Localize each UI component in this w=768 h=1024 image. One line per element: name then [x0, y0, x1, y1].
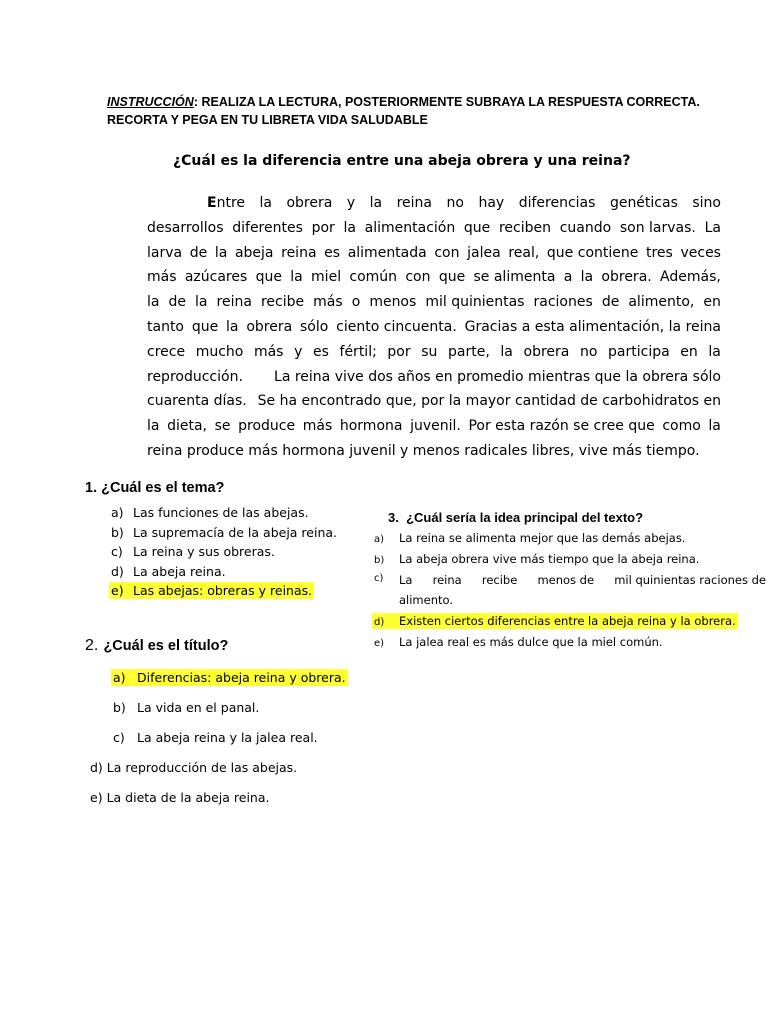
option-text: La reina se alimenta mejor que las demás abejas. [399, 531, 686, 545]
q1-option-a [111, 505, 309, 520]
paragraph-word: por [387, 343, 411, 360]
paragraph-word: como [662, 418, 701, 435]
option-label: d) [111, 564, 124, 579]
paragraph-word: son larvas. [619, 219, 696, 236]
question-2 [85, 635, 228, 655]
paragraph-word: más [313, 294, 343, 311]
q1-option-d [111, 564, 226, 579]
paragraph-word: reciben [498, 219, 551, 236]
paragraph-word: hormona [339, 418, 403, 435]
option-text: Las abejas: obreras y reinas. [133, 583, 313, 598]
question-1-text: ¿Cuál es el tema? [101, 480, 225, 496]
paragraph-first-word [207, 191, 245, 216]
paragraph-word: raciones [533, 294, 593, 311]
option-label: d) [90, 760, 103, 775]
paragraph-word: la [369, 195, 383, 211]
paragraph-word: la [214, 244, 228, 261]
paragraph-word: obrera [246, 318, 293, 335]
paragraph-word: parte, [448, 343, 490, 360]
paragraph-word: miel [311, 269, 342, 286]
paragraph-word: crece [147, 343, 186, 360]
paragraph-line [147, 340, 721, 365]
paragraph-word: sólo [300, 318, 329, 335]
question-2-number: 2. [85, 637, 99, 654]
paragraph-word: produce [238, 418, 296, 435]
paragraph-word: La reina vive dos años en promedio mientras que la obrera sólo [274, 368, 721, 385]
paragraph-word: genéticas [609, 195, 678, 211]
paragraph-word: diferencias [518, 195, 596, 211]
paragraph-word: en [703, 294, 721, 311]
paragraph-word: más [147, 269, 177, 286]
q3-option-a [374, 531, 685, 545]
paragraph-word: larva [147, 244, 183, 261]
paragraph-word: juvenil. [410, 418, 461, 435]
q1-option-e-highlighted [109, 582, 314, 599]
option-label: a) [374, 534, 385, 545]
option-text: La dieta de la abeja reina. [106, 790, 270, 805]
paragraph-line [147, 315, 721, 340]
instruction-line-1 [107, 95, 700, 109]
paragraph-word: la [290, 269, 303, 286]
paragraph-line [147, 265, 721, 290]
q1-option-b [111, 525, 337, 540]
q3-option-e [374, 635, 663, 649]
paragraph-line [147, 365, 721, 390]
question-3-text: ¿Cuál sería la idea principal del texto? [406, 510, 644, 525]
option-text: Existen ciertos diferencias entre la abeja reina y la obrera. [399, 614, 736, 628]
paragraph-word: cuarenta días. [147, 393, 247, 410]
q1-option-c [111, 544, 275, 559]
paragraph-word: y [294, 343, 303, 360]
paragraph-word: mil quinientas [425, 294, 525, 311]
option-text: La supremacía de la abeja reina. [133, 525, 338, 540]
instruction-label: INSTRUCCIÓN [107, 95, 194, 109]
option-word: recibe [481, 573, 518, 587]
paragraph-word: desarrollos [147, 219, 224, 236]
paragraph-word: alimentada [347, 244, 427, 261]
option-word: menos de [537, 573, 595, 587]
paragraph-word: azúcares [184, 269, 248, 286]
option-label: e) [374, 638, 385, 649]
instruction-line-2: RECORTA Y PEGA EN TU LIBRETA VIDA SALUDABLE [107, 113, 428, 127]
paragraph-word: hay [478, 195, 505, 211]
option-label: a) [113, 670, 126, 685]
option-label: e) [90, 790, 103, 805]
paragraph-word: su [421, 343, 438, 360]
paragraph-word: obrera. [601, 269, 652, 286]
q2-option-c [113, 730, 318, 745]
paragraph-word: diferentes [232, 219, 303, 236]
paragraph-line [147, 439, 721, 464]
q3-option-b [374, 552, 699, 566]
reading-title: ¿Cuál es la diferencia entre una abeja obrera y una reina? [173, 153, 631, 169]
paragraph-word: menos [369, 294, 417, 311]
paragraph-word: reina [281, 244, 317, 261]
option-text: La abeja obrera vive más tiempo que la abeja reina. [399, 552, 700, 566]
paragraph-word: que [191, 318, 219, 335]
option-word: mil quinientas raciones de [614, 573, 766, 587]
paragraph-word: obrera [523, 343, 570, 360]
paragraph-word: que [438, 269, 466, 286]
q3-option-d-highlighted [372, 613, 738, 629]
paragraph-word: Además, [660, 269, 721, 286]
option-label: c) [374, 573, 384, 584]
paragraph-word: por [311, 219, 335, 236]
paragraph-word: tres [645, 244, 673, 261]
paragraph-word: La [704, 219, 721, 236]
option-label: b) [111, 525, 124, 540]
option-word: La [399, 573, 413, 587]
paragraph-word: alimentación [364, 219, 456, 236]
paragraph-word: con [434, 244, 460, 261]
option-label: b) [374, 555, 385, 566]
paragraph-word: a [563, 269, 573, 286]
paragraph-word: es [312, 343, 329, 360]
question-1 [85, 480, 224, 496]
q3-option-c [374, 573, 766, 587]
option-text: La abeja reina. [133, 564, 226, 579]
paragraph-word: participa [608, 343, 670, 360]
paragraph-word: reina [396, 195, 433, 211]
paragraph-line [147, 191, 721, 216]
paragraph-word: Por esta razón se cree que [468, 418, 655, 435]
q2-option-b [113, 700, 259, 715]
paragraph-word: ntre [216, 195, 246, 211]
paragraph-word: que [255, 269, 282, 286]
option-text: La reproducción de las abejas. [106, 760, 298, 775]
instruction-text: : REALIZA LA LECTURA, POSTERIORMENTE SUBRAYA LA RESPUESTA CORRECTA. [193, 95, 700, 109]
paragraph-word: la [147, 294, 160, 311]
paragraph-word: la [343, 219, 356, 236]
paragraph-word: cuando [559, 219, 612, 236]
option-label: c) [111, 544, 123, 559]
option-text: La jalea real es más dulce que la miel común. [399, 635, 663, 649]
paragraph-word: la [580, 269, 594, 286]
option-label: d) [374, 617, 385, 628]
option-label: b) [113, 700, 126, 715]
paragraph-line [147, 389, 721, 414]
paragraph-word: común [349, 269, 398, 286]
paragraph-word: de [601, 294, 620, 311]
paragraph-word: la [226, 318, 239, 335]
paragraph-word: mucho [195, 343, 244, 360]
paragraph-word: ciento cincuenta. [336, 318, 457, 335]
paragraph-line [147, 414, 721, 439]
option-label: c) [113, 730, 125, 745]
q3-option-c-continued: alimento. [399, 593, 454, 607]
paragraph-word: con [405, 269, 431, 286]
paragraph-word: y [346, 195, 356, 211]
option-text: La vida en el panal. [137, 700, 260, 715]
paragraph-word: reina [216, 294, 252, 311]
q2-option-d [90, 760, 297, 775]
paragraph-word: reproducción. [147, 368, 243, 385]
paragraph-word: o [351, 294, 361, 311]
paragraph-word: no [579, 343, 598, 360]
paragraph-word: se alimenta [473, 269, 556, 286]
option-label: a) [111, 505, 124, 520]
paragraph-line [147, 216, 721, 241]
question-3 [388, 510, 643, 525]
paragraph-word: abeja [234, 244, 274, 261]
paragraph-word: dieta, [167, 418, 207, 435]
q2-option-a-highlighted [111, 669, 348, 686]
paragraph-word: tanto [147, 318, 184, 335]
option-text: Diferencias: abeja reina y obrera. [137, 670, 346, 685]
option-text: Las funciones de las abejas. [133, 505, 309, 520]
paragraph-word: no [446, 195, 464, 211]
paragraph-word: la [708, 418, 721, 435]
paragraph-word: la [708, 343, 721, 360]
paragraph-word: alimento, [628, 294, 695, 311]
reading-paragraph [147, 191, 721, 464]
option-word: reina [432, 573, 462, 587]
paragraph-word: de [168, 294, 186, 311]
paragraph-word: Gracias a esta alimentación, la reina [464, 318, 721, 335]
option-label: e) [111, 583, 124, 598]
paragraph-word: sino [692, 195, 721, 211]
paragraph-word: la [195, 294, 208, 311]
paragraph-word: la [147, 418, 160, 435]
paragraph-word: en [680, 343, 698, 360]
paragraph-word: se [214, 418, 231, 435]
paragraph-word: la [259, 195, 272, 211]
paragraph-word: reina produce más hormona juvenil y menos radicales libres, vive más tiempo. [147, 442, 700, 459]
paragraph-line [147, 290, 721, 315]
drop-letter: E [207, 195, 217, 211]
paragraph-word: veces [680, 244, 721, 261]
paragraph-word: la [500, 343, 513, 360]
paragraph-word: más [253, 343, 284, 360]
paragraph-word: recibe [260, 294, 305, 311]
option-text: La reina y sus obreras. [133, 544, 275, 559]
question-1-number: 1. [85, 480, 98, 496]
paragraph-word: real, [508, 244, 540, 261]
paragraph-word: más [302, 418, 333, 435]
paragraph-word: que [463, 219, 491, 236]
paragraph-word: fértil; [339, 343, 377, 360]
paragraph-word: de [189, 244, 208, 261]
paragraph-word: es [324, 244, 341, 261]
question-3-number: 3. [388, 510, 399, 525]
option-text: La abeja reina y la jalea real. [137, 730, 318, 745]
q2-option-e [90, 790, 269, 805]
paragraph-word: Se ha encontrado que, por la mayor cantidad de carbohidratos en [257, 393, 721, 410]
paragraph-word: jalea [467, 244, 501, 261]
paragraph-word: que contiene [546, 244, 639, 261]
paragraph-line [147, 241, 721, 266]
question-2-text: ¿Cuál es el título? [103, 638, 229, 654]
paragraph-word: obrera [286, 195, 333, 211]
